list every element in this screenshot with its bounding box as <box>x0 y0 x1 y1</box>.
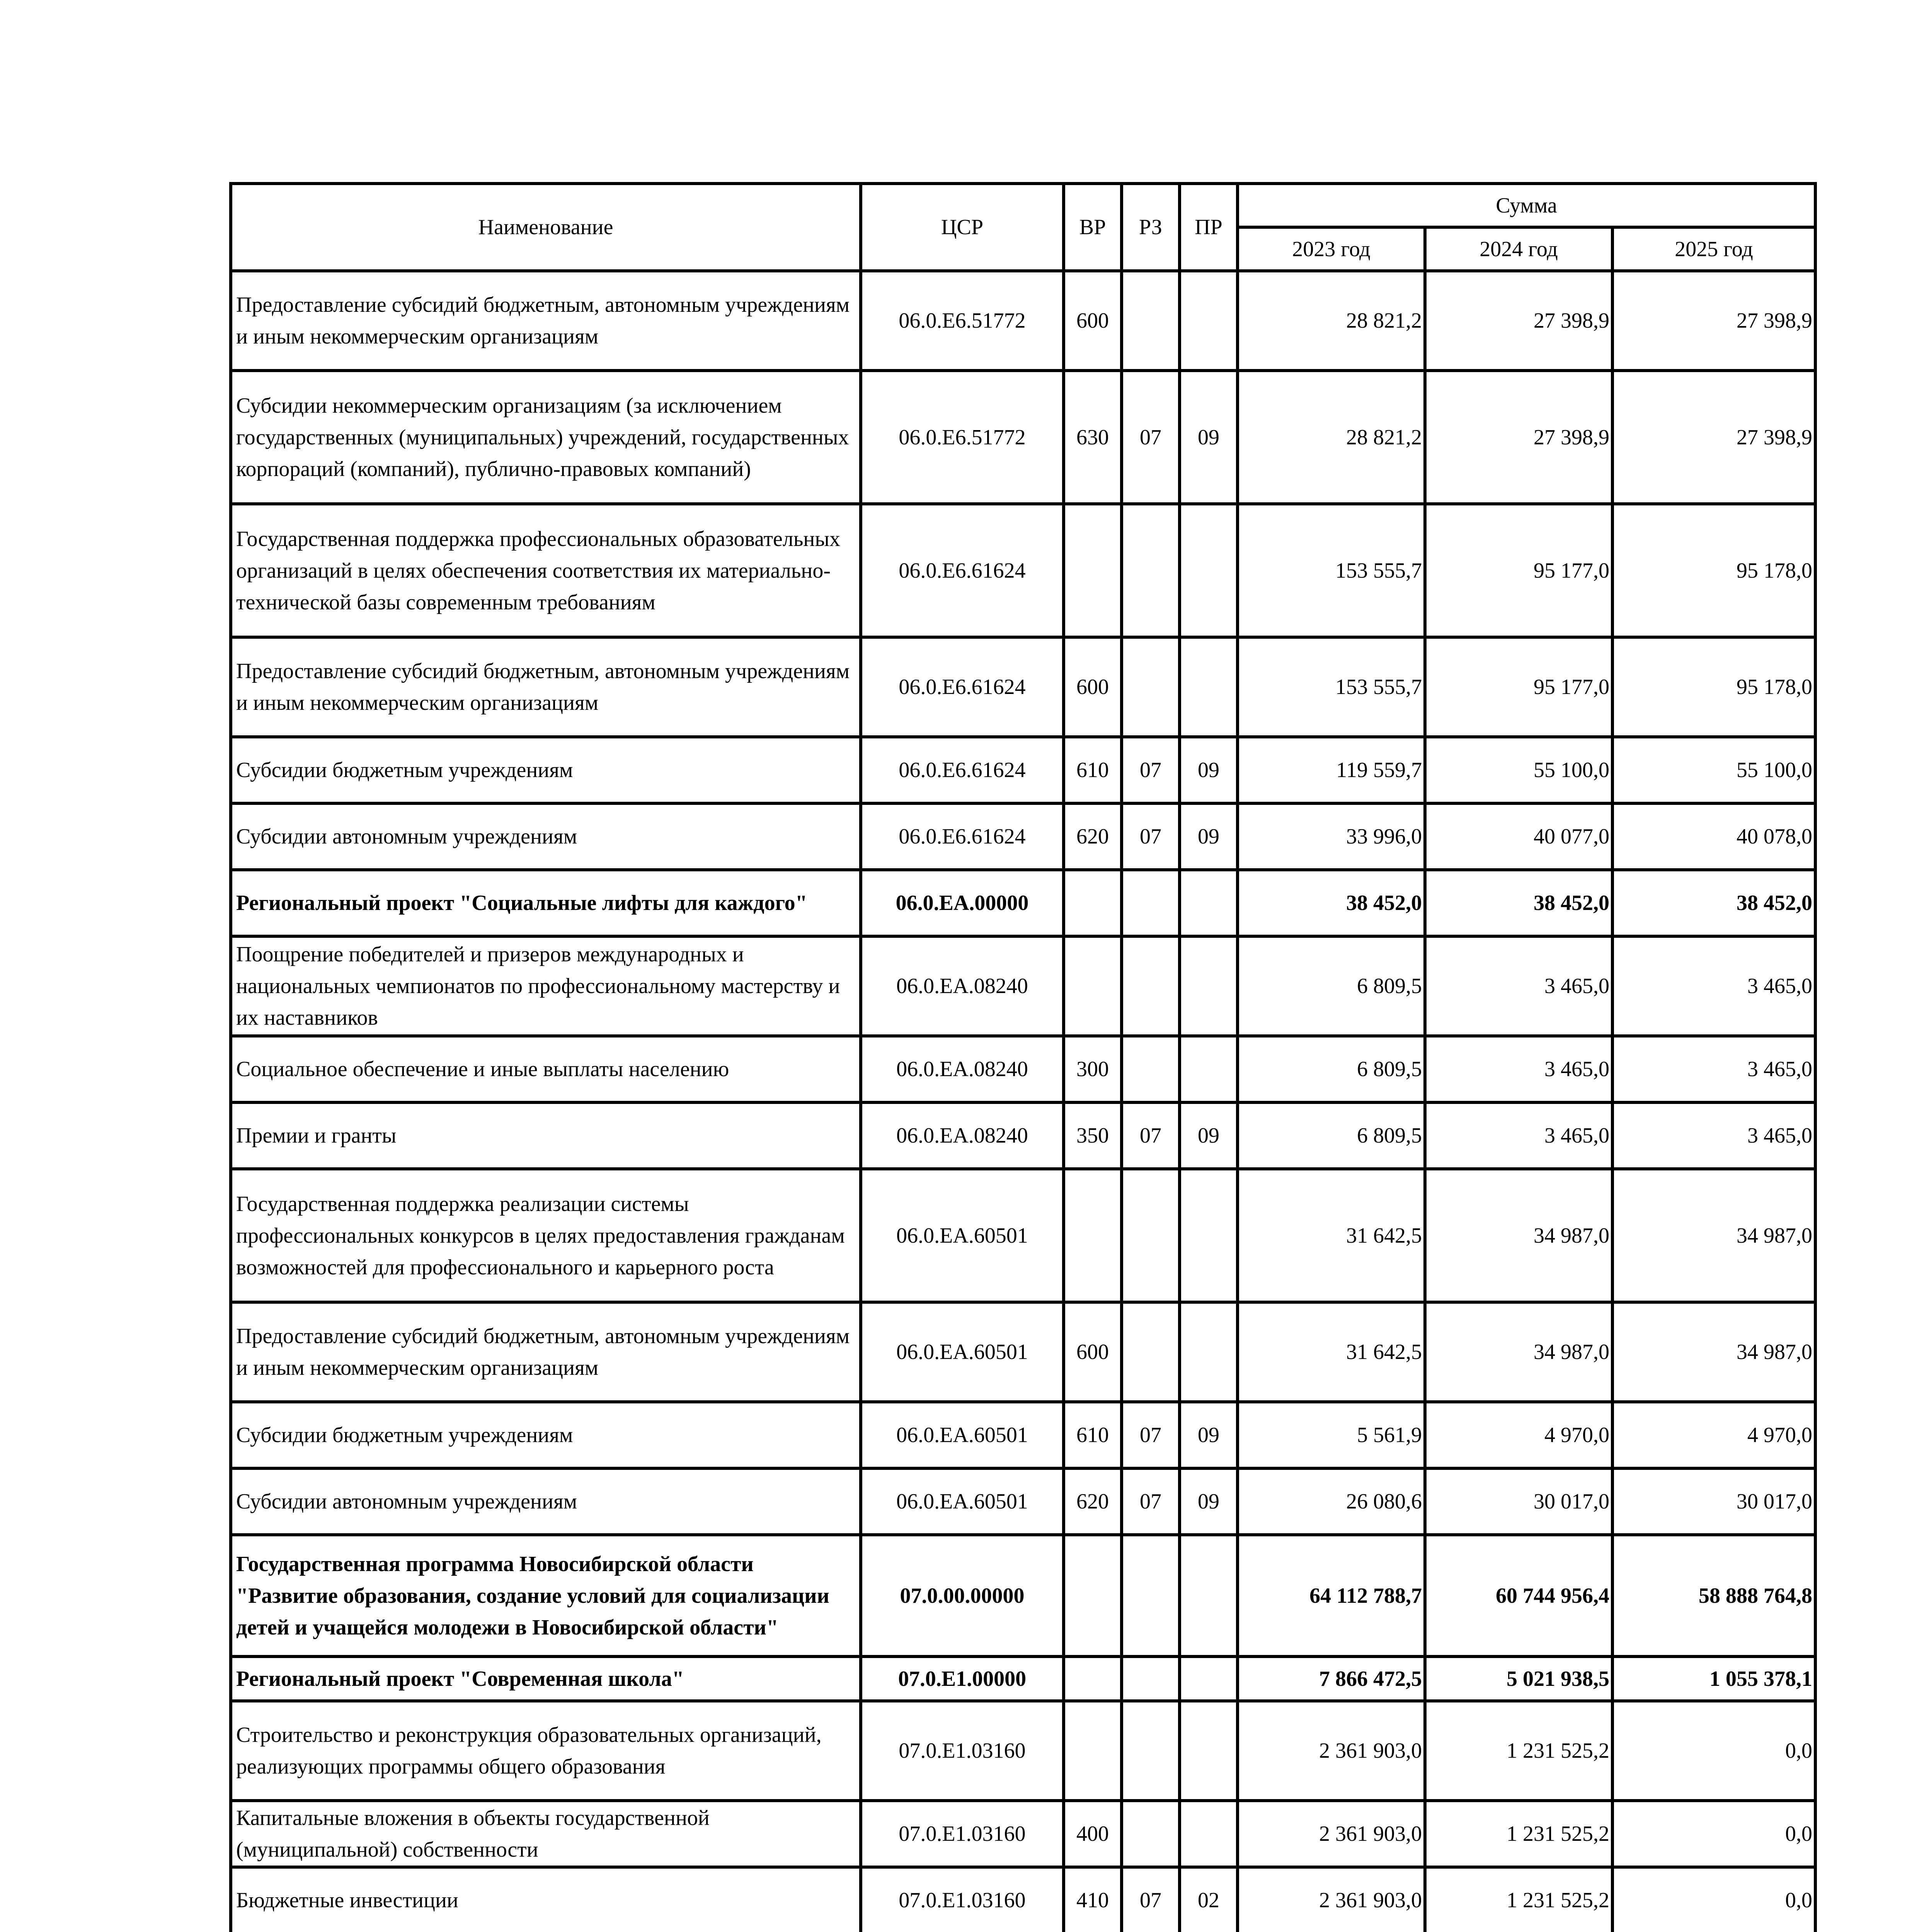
row-csr: 07.0.E1.03160 <box>861 1701 1064 1801</box>
row-sum-2023: 7 866 472,5 <box>1238 1656 1425 1701</box>
row-sum-2025: 40 078,0 <box>1612 803 1815 870</box>
row-csr: 06.0.EA.60501 <box>861 1468 1064 1535</box>
row-sum-2025: 1 055 378,1 <box>1612 1656 1815 1701</box>
row-rz <box>1122 1036 1180 1102</box>
row-rz: 07 <box>1122 803 1180 870</box>
row-sum-2025: 0,0 <box>1612 1867 1815 1932</box>
row-sum-2024: 1 231 525,2 <box>1425 1867 1612 1932</box>
row-vr: 400 <box>1064 1801 1122 1867</box>
row-pr <box>1180 271 1238 371</box>
row-name: Строительство и реконструкция образовательных организаций, реализующих программы общего образования <box>231 1701 861 1801</box>
row-sum-2024: 3 465,0 <box>1425 936 1612 1036</box>
row-csr: 07.0.E1.03160 <box>861 1867 1064 1932</box>
row-pr: 09 <box>1180 371 1238 504</box>
row-name: Государственная программа Новосибирской области "Развитие образования, создание условий для социализации детей и учащейся молодежи в Новосибирской области" <box>231 1535 861 1656</box>
row-sum-2023: 26 080,6 <box>1238 1468 1425 1535</box>
row-sum-2024: 95 177,0 <box>1425 637 1612 737</box>
table-row <box>231 1701 1815 1801</box>
table-row <box>231 1036 1815 1102</box>
row-name: Региональный проект "Социальные лифты для каждого" <box>231 870 861 936</box>
row-pr: 09 <box>1180 1468 1238 1535</box>
row-sum-2024: 4 970,0 <box>1425 1402 1612 1468</box>
budget-table <box>229 182 1817 1932</box>
row-vr: 600 <box>1064 637 1122 737</box>
row-csr: 06.0.E6.61624 <box>861 504 1064 637</box>
row-rz <box>1122 637 1180 737</box>
table-row <box>231 1169 1815 1302</box>
row-rz <box>1122 870 1180 936</box>
row-sum-2025: 3 465,0 <box>1612 1036 1815 1102</box>
header-sum: Сумма <box>1238 184 1815 227</box>
table-row <box>231 936 1815 1036</box>
row-sum-2024: 95 177,0 <box>1425 504 1612 637</box>
row-sum-2023: 2 361 903,0 <box>1238 1701 1425 1801</box>
row-sum-2023: 31 642,5 <box>1238 1302 1425 1402</box>
table-row <box>231 1468 1815 1535</box>
header-2023: 2023 год <box>1238 227 1425 271</box>
row-csr: 06.0.EA.60501 <box>861 1402 1064 1468</box>
row-name: Региональный проект "Современная школа" <box>231 1656 861 1701</box>
row-vr: 610 <box>1064 737 1122 803</box>
header-2024: 2024 год <box>1425 227 1612 271</box>
row-sum-2024: 27 398,9 <box>1425 271 1612 371</box>
row-pr <box>1180 1036 1238 1102</box>
row-sum-2023: 153 555,7 <box>1238 637 1425 737</box>
row-vr: 300 <box>1064 1036 1122 1102</box>
row-csr: 06.0.EA.08240 <box>861 936 1064 1036</box>
row-pr <box>1180 637 1238 737</box>
row-sum-2024: 30 017,0 <box>1425 1468 1612 1535</box>
row-pr: 02 <box>1180 1867 1238 1932</box>
row-sum-2024: 34 987,0 <box>1425 1302 1612 1402</box>
row-vr <box>1064 1701 1122 1801</box>
row-sum-2024: 1 231 525,2 <box>1425 1701 1612 1801</box>
row-vr: 600 <box>1064 271 1122 371</box>
row-csr: 06.0.E6.61624 <box>861 637 1064 737</box>
row-name: Субсидии бюджетным учреждениям <box>231 1402 861 1468</box>
row-sum-2023: 2 361 903,0 <box>1238 1801 1425 1867</box>
row-sum-2024: 34 987,0 <box>1425 1169 1612 1302</box>
row-rz <box>1122 1302 1180 1402</box>
row-csr: 06.0.E6.61624 <box>861 803 1064 870</box>
header-2025: 2025 год <box>1612 227 1815 271</box>
row-sum-2025: 0,0 <box>1612 1801 1815 1867</box>
row-rz: 07 <box>1122 1867 1180 1932</box>
row-sum-2023: 28 821,2 <box>1238 371 1425 504</box>
row-vr <box>1064 1169 1122 1302</box>
table-row <box>231 1535 1815 1656</box>
table-row <box>231 371 1815 504</box>
row-vr: 620 <box>1064 803 1122 870</box>
header-csr: ЦСР <box>861 184 1064 271</box>
row-sum-2023: 119 559,7 <box>1238 737 1425 803</box>
row-rz <box>1122 1801 1180 1867</box>
row-sum-2025: 95 178,0 <box>1612 637 1815 737</box>
row-sum-2024: 38 452,0 <box>1425 870 1612 936</box>
row-vr: 410 <box>1064 1867 1122 1932</box>
row-csr: 07.0.00.00000 <box>861 1535 1064 1656</box>
row-sum-2025: 3 465,0 <box>1612 936 1815 1036</box>
row-csr: 06.0.E6.51772 <box>861 371 1064 504</box>
row-name: Бюджетные инвестиции <box>231 1867 861 1932</box>
row-name: Предоставление субсидий бюджетным, автономным учреждениям и иным некоммерческим организациям <box>231 1302 861 1402</box>
row-pr <box>1180 1801 1238 1867</box>
row-csr: 06.0.E6.51772 <box>861 271 1064 371</box>
row-name: Поощрение победителей и призеров международных и национальных чемпионатов по профессиональному мастерству и их наставников <box>231 936 861 1036</box>
row-pr <box>1180 1535 1238 1656</box>
row-pr <box>1180 1701 1238 1801</box>
row-vr: 350 <box>1064 1102 1122 1169</box>
row-sum-2023: 33 996,0 <box>1238 803 1425 870</box>
row-name: Субсидии некоммерческим организациям (за исключением государственных (муниципальных) учреждений, государственных корпораций (компаний), публично-правовых компаний) <box>231 371 861 504</box>
row-sum-2024: 3 465,0 <box>1425 1102 1612 1169</box>
row-vr <box>1064 870 1122 936</box>
row-rz <box>1122 271 1180 371</box>
row-sum-2024: 40 077,0 <box>1425 803 1612 870</box>
row-sum-2025: 27 398,9 <box>1612 271 1815 371</box>
row-rz <box>1122 936 1180 1036</box>
row-csr: 07.0.E1.00000 <box>861 1656 1064 1701</box>
row-sum-2024: 1 231 525,2 <box>1425 1801 1612 1867</box>
row-rz: 07 <box>1122 1102 1180 1169</box>
table-row <box>231 737 1815 803</box>
table-body <box>231 271 1815 1932</box>
row-rz: 07 <box>1122 371 1180 504</box>
header-vr: ВР <box>1064 184 1122 271</box>
row-name: Субсидии автономным учреждениям <box>231 1468 861 1535</box>
row-sum-2025: 55 100,0 <box>1612 737 1815 803</box>
table-row <box>231 271 1815 371</box>
table-row <box>231 1102 1815 1169</box>
table-row <box>231 803 1815 870</box>
table-row <box>231 504 1815 637</box>
row-sum-2023: 38 452,0 <box>1238 870 1425 936</box>
table-row <box>231 1656 1815 1701</box>
row-rz: 07 <box>1122 1468 1180 1535</box>
table-row <box>231 1302 1815 1402</box>
header-name: Наименование <box>231 184 861 271</box>
row-name: Субсидии бюджетным учреждениям <box>231 737 861 803</box>
row-sum-2025: 95 178,0 <box>1612 504 1815 637</box>
row-pr: 09 <box>1180 737 1238 803</box>
row-rz <box>1122 1535 1180 1656</box>
row-pr <box>1180 870 1238 936</box>
table-row <box>231 870 1815 936</box>
row-csr: 06.0.EA.08240 <box>861 1102 1064 1169</box>
row-csr: 06.0.E6.61624 <box>861 737 1064 803</box>
table-row <box>231 1801 1815 1867</box>
row-csr: 06.0.EA.60501 <box>861 1169 1064 1302</box>
row-name: Социальное обеспечение и иные выплаты населению <box>231 1036 861 1102</box>
row-sum-2023: 28 821,2 <box>1238 271 1425 371</box>
header-pr: ПР <box>1180 184 1238 271</box>
row-sum-2024: 5 021 938,5 <box>1425 1656 1612 1701</box>
row-name: Субсидии автономным учреждениям <box>231 803 861 870</box>
row-sum-2023: 6 809,5 <box>1238 1036 1425 1102</box>
row-sum-2025: 34 987,0 <box>1612 1302 1815 1402</box>
row-sum-2023: 6 809,5 <box>1238 1102 1425 1169</box>
row-sum-2025: 58 888 764,8 <box>1612 1535 1815 1656</box>
row-name: Капитальные вложения в объекты государственной (муниципальной) собственности <box>231 1801 861 1867</box>
row-name: Премии и гранты <box>231 1102 861 1169</box>
row-pr: 09 <box>1180 1402 1238 1468</box>
row-sum-2024: 27 398,9 <box>1425 371 1612 504</box>
row-vr: 600 <box>1064 1302 1122 1402</box>
row-name: Государственная поддержка профессиональных образовательных организаций в целях обеспечения соответствия их материально-технической базы современным требованиям <box>231 504 861 637</box>
table-row <box>231 1867 1815 1932</box>
row-csr: 06.0.EA.00000 <box>861 870 1064 936</box>
row-sum-2024: 55 100,0 <box>1425 737 1612 803</box>
row-sum-2023: 5 561,9 <box>1238 1402 1425 1468</box>
row-rz <box>1122 1701 1180 1801</box>
row-pr <box>1180 504 1238 637</box>
row-sum-2025: 30 017,0 <box>1612 1468 1815 1535</box>
row-pr <box>1180 936 1238 1036</box>
row-sum-2025: 38 452,0 <box>1612 870 1815 936</box>
row-csr: 06.0.EA.60501 <box>861 1302 1064 1402</box>
row-name: Государственная поддержка реализации системы профессиональных конкурсов в целях предоставления гражданам возможностей для профессионального и карьерного роста <box>231 1169 861 1302</box>
header-row <box>231 184 1815 227</box>
header-rz: РЗ <box>1122 184 1180 271</box>
table-row <box>231 1402 1815 1468</box>
table-row <box>231 637 1815 737</box>
row-rz <box>1122 1656 1180 1701</box>
row-vr <box>1064 504 1122 637</box>
row-sum-2023: 6 809,5 <box>1238 936 1425 1036</box>
row-sum-2024: 60 744 956,4 <box>1425 1535 1612 1656</box>
row-rz: 07 <box>1122 737 1180 803</box>
row-sum-2025: 4 970,0 <box>1612 1402 1815 1468</box>
row-sum-2023: 31 642,5 <box>1238 1169 1425 1302</box>
row-name: Предоставление субсидий бюджетным, автономным учреждениям и иным некоммерческим организациям <box>231 271 861 371</box>
row-sum-2025: 27 398,9 <box>1612 371 1815 504</box>
row-name: Предоставление субсидий бюджетным, автономным учреждениям и иным некоммерческим организациям <box>231 637 861 737</box>
row-csr: 07.0.E1.03160 <box>861 1801 1064 1867</box>
row-sum-2025: 34 987,0 <box>1612 1169 1815 1302</box>
row-vr: 610 <box>1064 1402 1122 1468</box>
row-rz: 07 <box>1122 1402 1180 1468</box>
row-sum-2024: 3 465,0 <box>1425 1036 1612 1102</box>
row-pr <box>1180 1302 1238 1402</box>
row-pr <box>1180 1656 1238 1701</box>
row-csr: 06.0.EA.08240 <box>861 1036 1064 1102</box>
row-vr <box>1064 1535 1122 1656</box>
row-rz <box>1122 1169 1180 1302</box>
row-pr: 09 <box>1180 1102 1238 1169</box>
row-vr: 620 <box>1064 1468 1122 1535</box>
row-pr: 09 <box>1180 803 1238 870</box>
row-vr: 630 <box>1064 371 1122 504</box>
row-sum-2023: 2 361 903,0 <box>1238 1867 1425 1932</box>
row-rz <box>1122 504 1180 637</box>
row-vr <box>1064 1656 1122 1701</box>
row-pr <box>1180 1169 1238 1302</box>
row-sum-2025: 3 465,0 <box>1612 1102 1815 1169</box>
row-sum-2023: 153 555,7 <box>1238 504 1425 637</box>
row-sum-2025: 0,0 <box>1612 1701 1815 1801</box>
row-sum-2023: 64 112 788,7 <box>1238 1535 1425 1656</box>
row-vr <box>1064 936 1122 1036</box>
